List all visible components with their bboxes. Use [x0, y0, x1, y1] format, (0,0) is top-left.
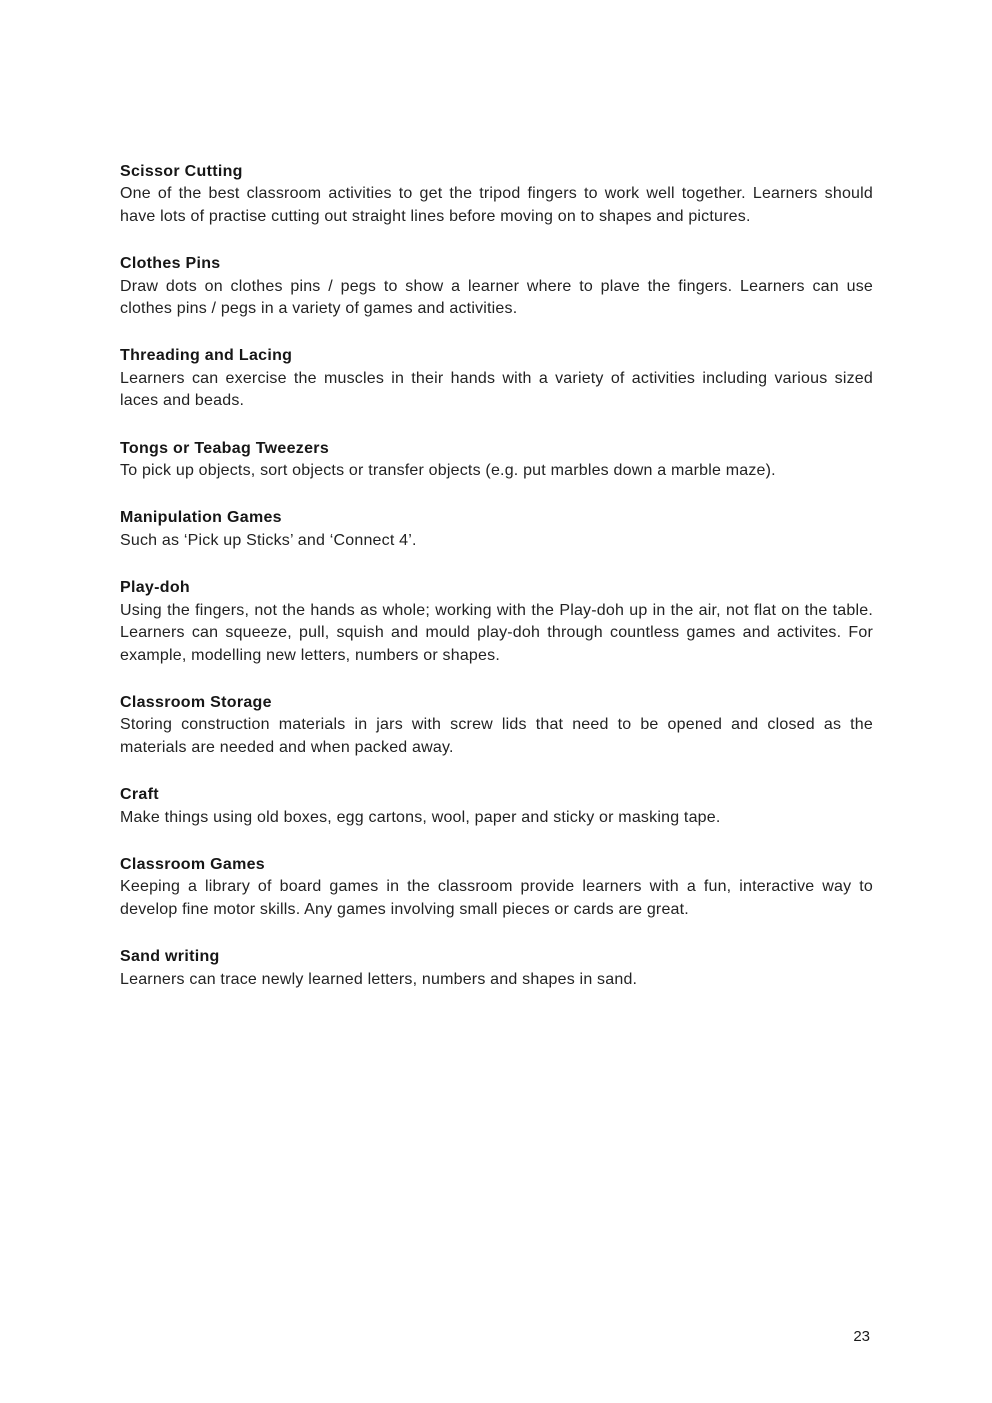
document-section — [120, 161, 873, 228]
section-body: Storing construction materials in jars with screw lids that need to be opened and closed as the materials are needed and when packed away. — [120, 716, 873, 756]
section-body: Learners can exercise the muscles in their hands with a variety of activities including various sized laces and beads. — [120, 369, 873, 410]
section-heading: Classroom Storage — [120, 693, 272, 711]
section-body: Make things using old boxes, egg cartons, wool, paper and sticky or masking tape. — [120, 808, 721, 826]
section-body: Such as ‘Pick up Sticks’ and ‘Connect 4’. — [120, 531, 417, 549]
section-heading: Classroom Games — [120, 855, 266, 873]
document-section — [120, 253, 873, 320]
document-section — [120, 438, 873, 483]
section-heading: Scissor Cutting — [120, 163, 243, 180]
section-heading: Threading and Lacing — [120, 347, 293, 365]
document-content — [120, 161, 873, 1016]
section-body: One of the best classroom activities to get the tripod fingers to work well together. Learners should have lots of practise cutting out straight lines before moving on to shapes and pictures. — [120, 185, 873, 225]
section-body: Draw dots on clothes pins / pegs to show a learner where to plave the fingers. Learners can use clothes pins / pegs in a variety of games and activities. — [120, 277, 873, 318]
section-heading: Sand writing — [120, 948, 220, 966]
document-section — [120, 507, 873, 552]
page-number: 23 — [853, 1328, 870, 1345]
document-section — [120, 345, 873, 412]
document-section — [120, 692, 873, 759]
section-heading: Tongs or Teabag Tweezers — [120, 439, 330, 457]
section-body: Keeping a library of board games in the classroom provide learners with a fun, interactive way to develop fine motor skills. Any games involving small pieces or cards are great. — [120, 878, 873, 918]
section-heading: Clothes Pins — [120, 255, 221, 273]
section-heading: Manipulation Games — [120, 509, 282, 527]
document-section — [120, 946, 873, 991]
section-body: Learners can trace newly learned letters, numbers and shapes in sand. — [120, 970, 638, 988]
section-heading: Craft — [120, 786, 159, 804]
document-section — [120, 854, 873, 921]
section-heading: Play-doh — [120, 579, 190, 597]
document-section — [120, 784, 873, 829]
section-body: To pick up objects, sort objects or transfer objects (e.g. put marbles down a marble maze). — [120, 462, 776, 480]
section-body: Using the fingers, not the hands as whole; working with the Play-doh up in the air, not flat on the table. Learners can squeeze, pull, squish and mould play-doh through countless games and activites. For example, modelling new letters, numbers or shapes. — [120, 601, 873, 664]
document-section — [120, 577, 873, 667]
